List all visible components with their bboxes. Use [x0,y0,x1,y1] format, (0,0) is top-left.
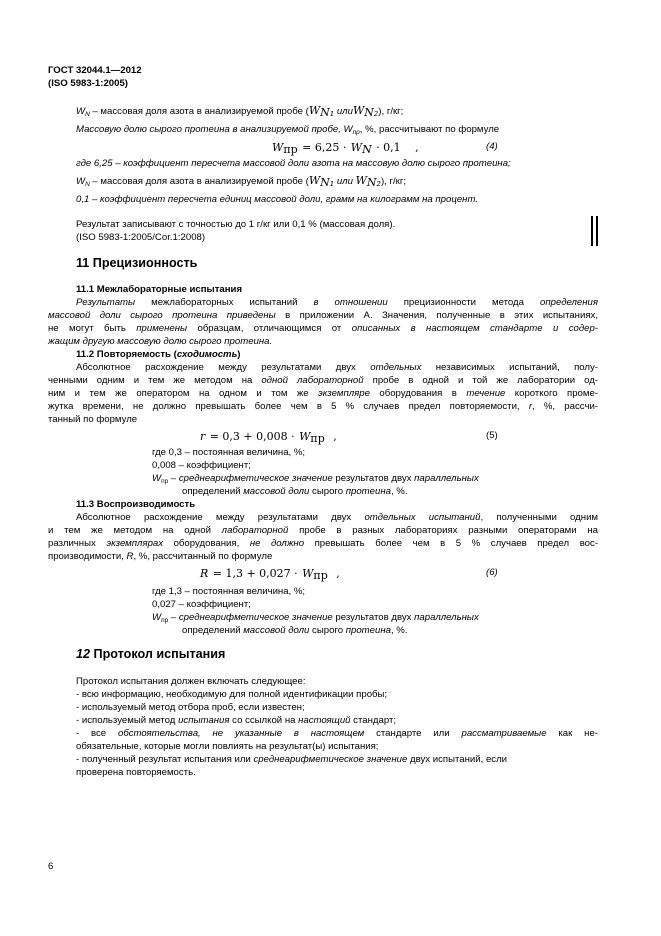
s113-line-4: производимости, R, %, рассчитанный по формуле [48,551,273,562]
s112-where-3: $W_{пр}$ – среднеарифметическое значение результатов двух параллельных [152,473,479,485]
s112-line-3: ним и тем же оператором на одном и том же экземпляре оборудования в течение короткого проме- [48,388,598,399]
protocol-intro: Протокол испытания должен включать следующее: [76,676,306,687]
section-11-3-title: 11.3 Воспроизводимость [76,499,196,510]
page-number: 6 [48,861,54,872]
standard-number: ГОСТ 32044.1—2012 [48,65,142,76]
protocol-item-1: - всю информацию, необходимую для полной идентификации пробы; [76,689,388,700]
s113-line-1: Абсолютное расхождение между результатами двух отдельных испытаний, полученными одним [76,512,599,523]
protocol-item-2: - используемый метод отбора проб, если известен; [76,702,305,713]
formula-4-number: (4) [486,141,498,152]
formula-6-number: (6) [486,567,498,578]
formula-5-number: (5) [486,430,498,441]
s113-where-1: где 1,3 – постоянная величина, %; [152,586,306,597]
s111-line-1: Результаты межлабораторных испытаний в отношении прецизионности метода определения [76,297,598,308]
s112-line-1: Абсолютное расхождение между результатами двух отдельных независимых испытаний, полу- [76,362,599,373]
change-bar-right [596,216,598,246]
iso-reference: (ISO 5983-1:2005) [48,78,128,89]
coefficient-01: 0,1 – коэффициент пересчета единиц массовой доли, грамм на килограмм на процент. [76,194,478,205]
s111-line-4: жащим другую массовую долю сырого протеина. [48,336,273,347]
s112-where-1: где 0,3 – постоянная величина, %; [152,447,306,458]
s113-where-4: определений массовой доли сырого протеина, %. [182,625,408,636]
s113-line-3: различных экземплярах оборудования, не должно превышать более чем в 5 % случаев предел вос- [48,538,599,549]
change-bar-left [591,216,593,246]
coefficient-625: где 6,25 – коэффициент пересчета массовой доли азота на массовую долю сырого протеина; [76,158,511,169]
s112-where-2: 0,008 – коэффициент; [152,460,251,471]
section-11-title: 11 Прецизионность [76,256,198,270]
section-12-title: 12 Протокол испытания [76,647,226,661]
wn-definition: $W_N$ – массовая доля азота в анализируемой пробе ($W_{N_1}$ илиW$_{N_2}$), г/кг; [76,104,404,119]
protocol-item-3: - используемый метод испытания со ссылкой на настоящий стандарт; [76,715,397,726]
s111-line-2: массовой доли сырого протеина приведены в приложении А. Значения, полученные в этих испытаниях, [48,310,598,321]
section-11-1-title: 11.1 Межлабораторные испытания [76,284,243,295]
s112-where-4: определений массовой доли сырого протеина, %. [182,486,408,497]
s112-line-2: ченными одним и тем же методом на одной лабораторной пробе в одной и той же лаборатории од- [48,375,598,386]
formula-4: $W_{пр} = 6,25 \cdot W_N \cdot 0,1$ , [272,141,419,156]
protocol-item-4-line-2: обязательные, которые могли повлиять на результат(ы) испытания; [76,741,379,752]
formula-6: $R = 1,3 + 0,027 \cdot W_{пр}$ , [200,567,340,582]
s112-line-5: танный по формуле [48,414,138,425]
protocol-item-4-line-1: - все обстоятельства, не указанные в настоящем стандарте или рассматриваемые как не- [76,728,598,739]
formula-5: $r = 0,3 + 0,008 \cdot W_{пр}$ , [200,430,337,445]
section-11-2-title: 11.2 Повторяемость (сходимость) [76,349,241,360]
s113-line-2: и тем же методом на одной лабораторной пробе в разных лабораториях разными операторами на [48,525,598,536]
s111-line-3: не могут быть применены образцам, отличающимся от описанных в настоящем стандарте и содер- [48,323,598,334]
s112-line-4: жутка времени, не должно превышать более чем в 5 % случаев предел повторяемости, r, %, рассчи- [48,401,599,412]
protocol-item-5: - полученный результат испытания или среднеарифметическое значение двух испытаний, если [76,754,508,765]
protocol-item-5-line-2: проверена повторяемость. [76,767,196,778]
iso-corrigendum: (ISO 5983-1:2005/Cor.1:2008) [76,232,206,243]
protein-intro: Массовую долю сырого протеина в анализируемой пробе, $W_{пр}$, %, рассчитывают по формуле [76,124,500,136]
s113-where-3: $W_{пр}$ – среднеарифметическое значение результатов двух параллельных [152,612,479,624]
result-precision: Результат записывают с точностью до 1 г/кг или 0,1 % (массовая доля). [76,219,396,230]
s113-where-2: 0,027 – коэффициент; [152,599,251,610]
wn2-definition: $W_N$ – массовая доля азота в анализируемой пробе ($W_{N_1}$ или $W_{N_2}$), г/кг; [76,174,407,189]
